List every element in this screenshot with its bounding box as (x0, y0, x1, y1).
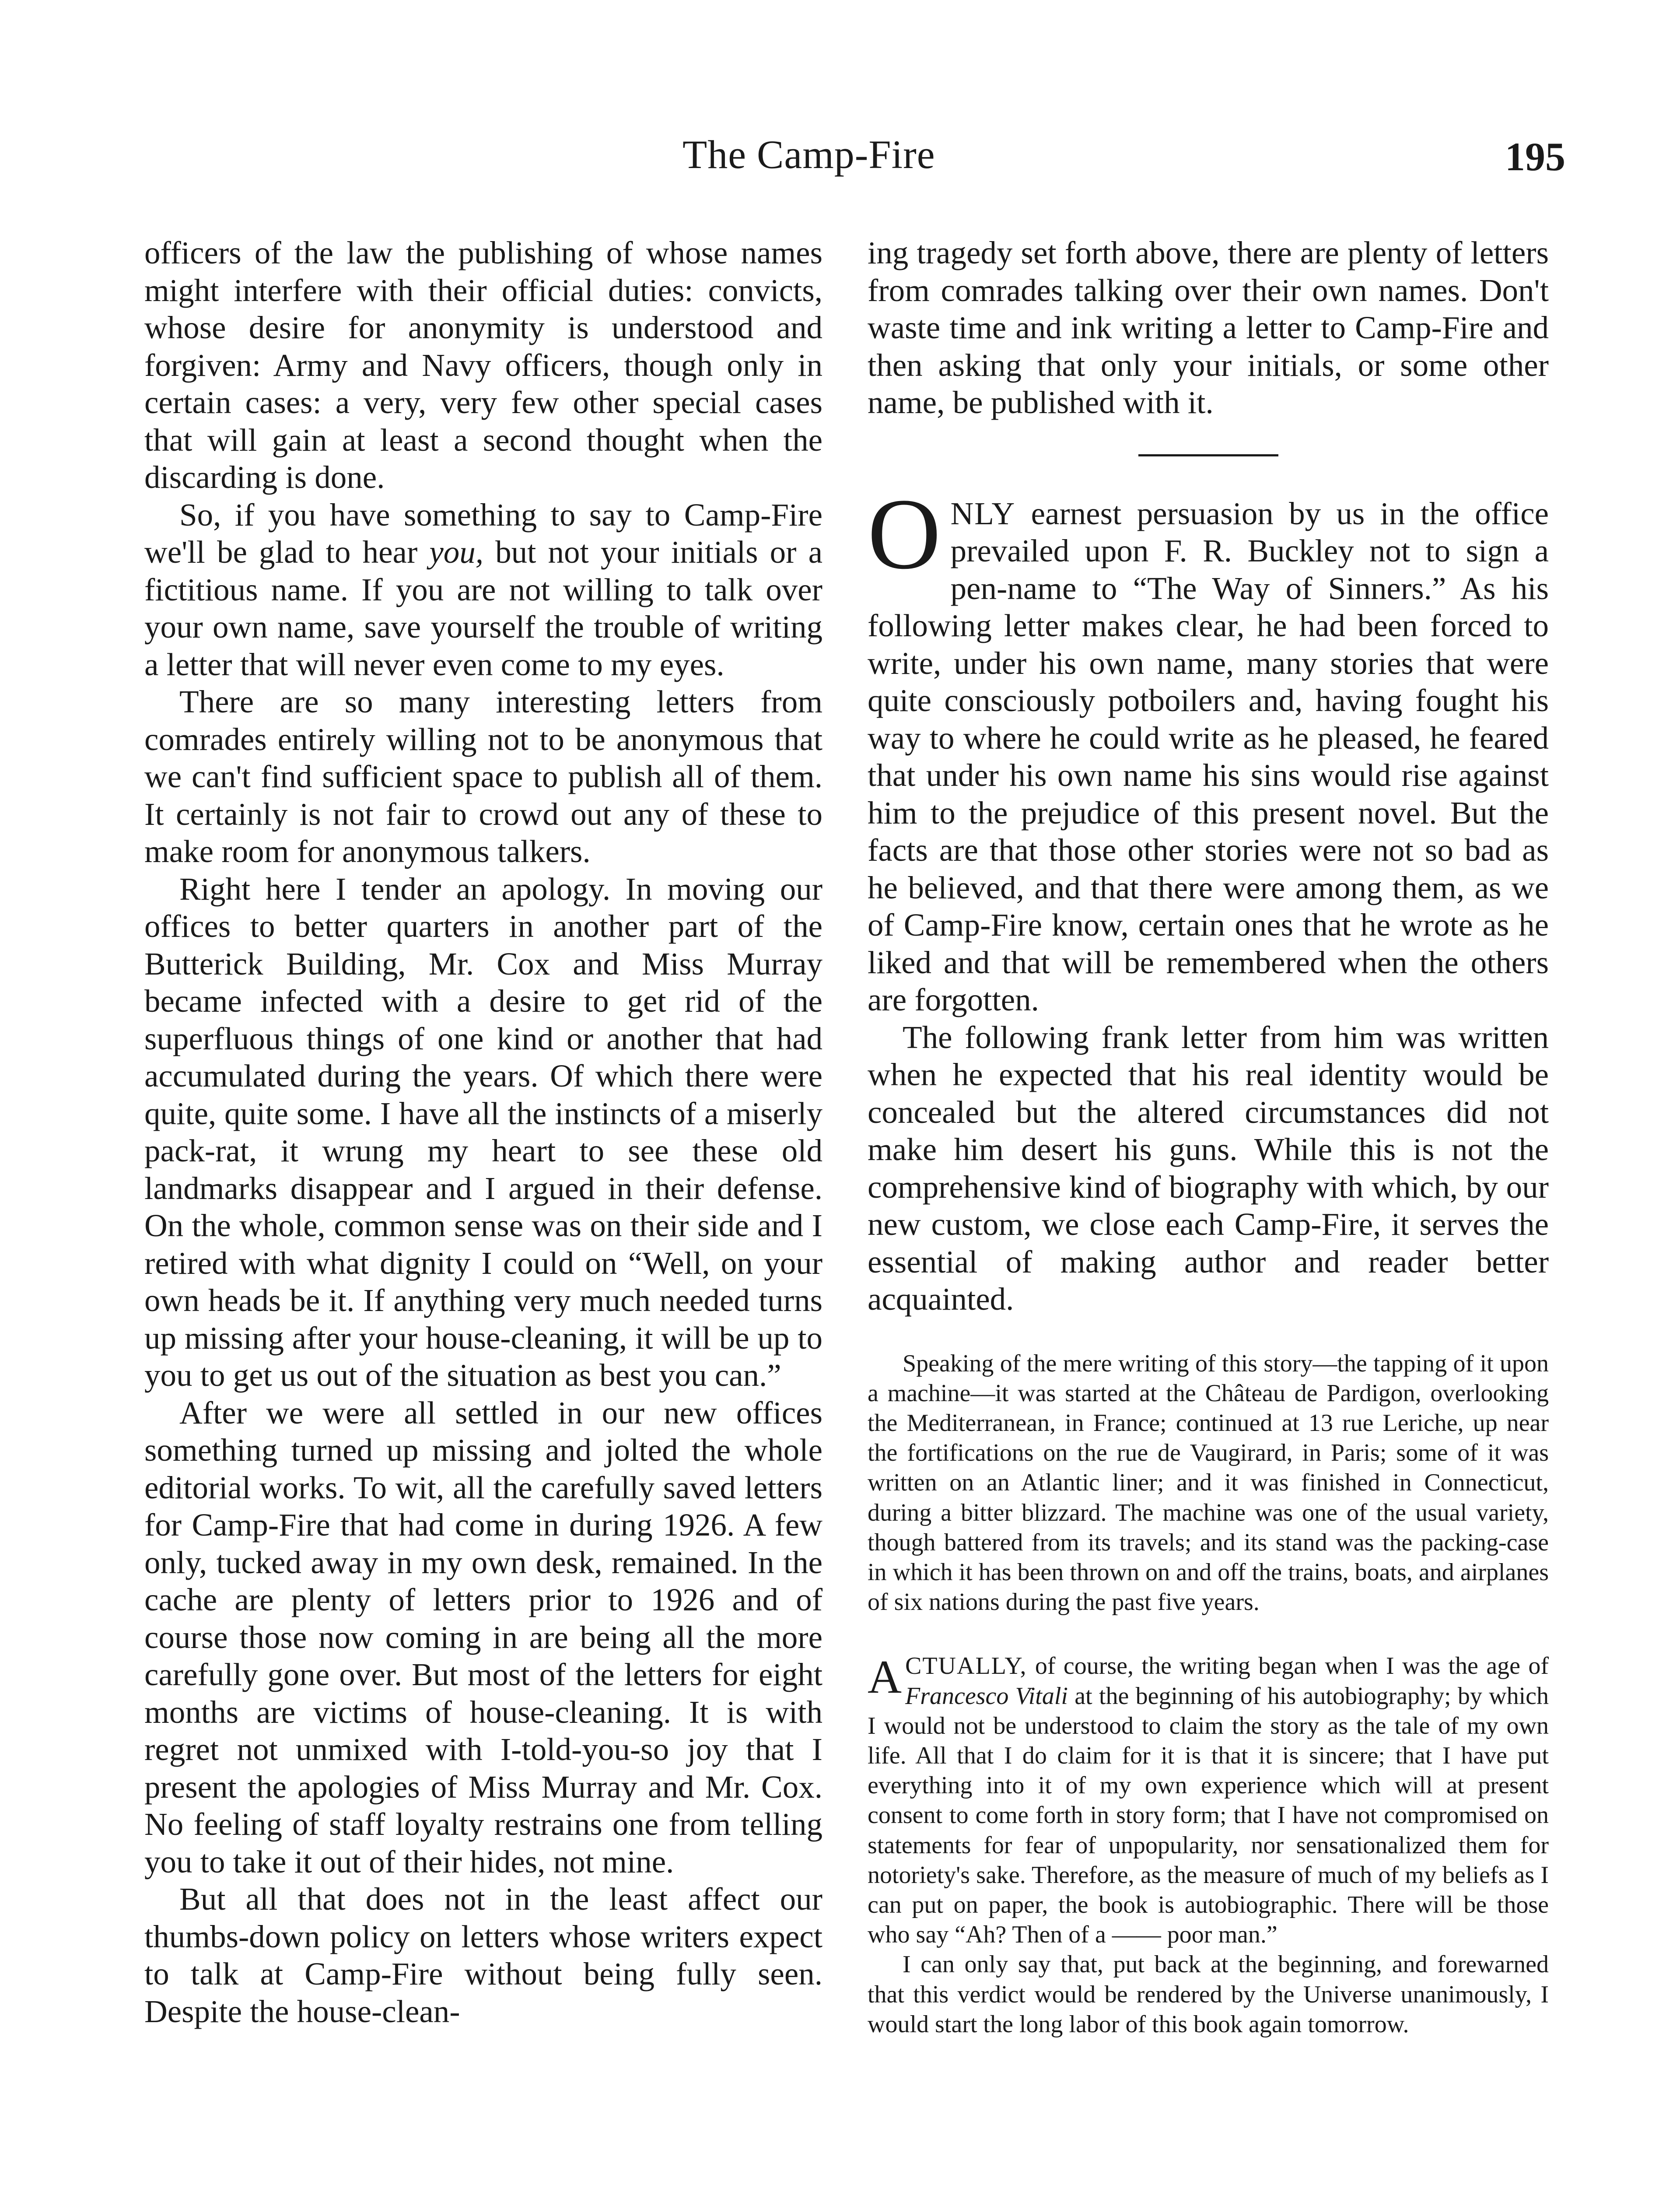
text-run: So, if you have something to say to Camp-Fire we'll be glad to hear (144, 497, 822, 570)
text-run: but not your initials or a fictitious name. If you are not willing to talk over your own name, save yourself the trouble of writing a letter that will never even come to my eyes. (144, 534, 822, 682)
paragraph: But all that does not in the least affect our thumbs-down policy on letters whose writers expect to talk at Camp-Fire without being fully seen. Despite the house-clean- (144, 1881, 822, 2029)
paragraph: There are so many interesting letters from comrades entirely willing not to be anonymous that we can't find sufficient space to publish all of them. It certainly is not fair to crowd out any of these to make room for anonymous talkers. (144, 684, 822, 869)
text-run: of course, the writing began when I was the age of (1027, 1652, 1549, 1680)
lead-in-caps: CTUALLY, (905, 1652, 1027, 1680)
letter-paragraph (868, 1651, 1549, 1950)
paragraph: The following frank letter from him was written when he expected that his real identity would be concealed but the altered circumstances did not make him desert his guns. While this is not the comprehensive kind of biography with which, by our new custom, we close each Camp-Fire, it serves the essential of making author and reader better acquainted. (868, 1019, 1549, 1317)
emphasis: Francesco Vitali (905, 1682, 1068, 1710)
lead-in-caps: NLY (950, 495, 1016, 531)
text-run: at the beginning of his autobiography; by which I would not be understood to claim the story as the tale of my own life. All that I do claim for it is that it is sincere; that I have put everything into it of my own experience which will at present consent to come forth in story form; that I have not compromised on statements for fear of unpopularity, nor sensationalized them for notoriety's sake. Therefore, as the measure of much of my beliefs as I can put on paper, the book is autobiographic. There will be those who say “Ah? Then of a —— poor man.” (868, 1682, 1549, 1949)
text-run: earnest persuasion by us in the office prevailed upon F. R. Buckley not to sign a pen-name to “The Way of Sinners.” As his following letter makes clear, he had been forced to write, under his own name, many stories that were quite consciously potboilers and, having fought his way to where he could write as he pleased, he feared that under his own name his sins would rise against him to the prejudice of this present novel. But the facts are that those other stories were not so bad as he believed, and that there were among them, as we of Camp-Fire know, certain ones that he wrote as he liked and that will be remembered when the others are forgotten. (868, 495, 1549, 1017)
page-number: 195 (1505, 134, 1565, 179)
section-divider (1138, 454, 1278, 456)
page-title: The Camp-Fire (682, 132, 935, 177)
right-column (868, 234, 1549, 2039)
emphasis: you, (429, 534, 484, 570)
paragraph (868, 477, 1549, 1019)
paragraph: officers of the law the publishing of whose names might interfere with their official duties: convicts, whose desire for anonymity is understood and forgiven: Army and Navy officers, though only in certain cases: a very, very few other special cases that will gain at least a second thought when the discarding is done. (144, 235, 822, 495)
letter-excerpt-continued (868, 1651, 1549, 2039)
letter-paragraph: Speaking of the mere writing of this story—the tapping of it upon a machine—it was started at the Château de Pardigon, overlooking the Mediterranean, in France; continued at 13 rue Leriche, up near the fortifications on the rue de Vaugirard, in Paris; some of it was written on an Atlantic liner; and it was finished in Connecticut, during a bitter blizzard. The machine was one of the usual variety, though battered from its travels; and its stand was the packing-case in which it has been thrown on and off the trains, boats, and airplanes of six nations during the past five years. (868, 1350, 1549, 1616)
left-column (144, 234, 822, 2030)
paragraph: ing tragedy set forth above, there are plenty of letters from comrades talking over their own names. Don't waste time and ink writing a letter to Camp-Fire and then asking that only your initials, or some other name, be published with it. (868, 235, 1549, 420)
paragraph (144, 496, 822, 684)
paragraph: Right here I tender an apology. In moving our offices to better quarters in another part of the Butterick Building, Mr. Cox and Miss Murray became infected with a desire to get rid of the superfluous things of one kind or another that had accumulated during the years. Of which there were quite, quite some. I have all the instincts of a miserly pack-rat, it wrung my heart to see these old landmarks disappear and I argued in their defense. On the whole, common sense was on their side and I retired with what dignity I could on “Well, on your own heads be it. If anything very much needed turns up missing after your house-cleaning, it will be up to you to get us out of the situation as best you can.” (144, 871, 822, 1393)
paragraph: After we were all settled in our new offices something turned up missing and jolted the whole editorial works. To wit, all the carefully saved letters for Camp-Fire that had come in during 1926. A few only, tucked away in my own desk, remained. In the cache are plenty of letters prior to 1926 and of course those now coming in are being all the more carefully gone over. But most of the letters for eight months are victims of house-cleaning. It is with regret not unmixed with I-told-you-so joy that I present the apologies of Miss Murray and Mr. Cox. No feeling of staff loyalty restrains one from telling you to take it out of their hides, not mine. (144, 1395, 822, 1879)
letter-excerpt (868, 1349, 1549, 1617)
drop-cap: A (868, 1651, 902, 1704)
letter-paragraph: I can only say that, put back at the beginning, and forewarned that this verdict would be rendered by the Universe unanimously, I would start the long labor of this book again tomorrow. (868, 1951, 1549, 2038)
drop-cap: O (868, 477, 941, 590)
